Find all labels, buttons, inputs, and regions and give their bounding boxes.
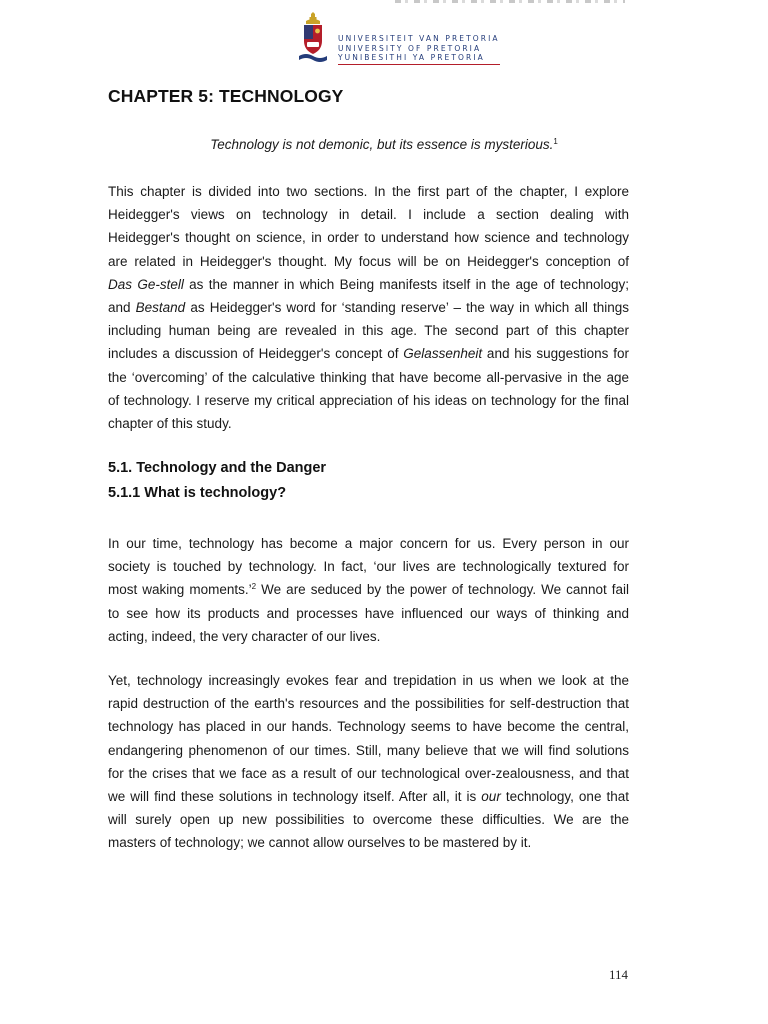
paragraph-line: [108, 785, 629, 808]
term-das-ge-stell: Das Ge-stell: [108, 276, 184, 292]
text-segment: are related in Heidegger's thought. My focus will be on Heidegger's conception of: [108, 253, 629, 269]
intro-line: [108, 180, 629, 203]
epigraph-text: Technology is not demonic, but its essence is mysterious.: [210, 137, 554, 152]
paragraph-line: [108, 578, 629, 601]
footnote-ref-2: 2: [251, 582, 257, 592]
text-segment: as the manner in which Being manifests itself in the age of technology;: [183, 276, 629, 292]
scan-artifact: [395, 0, 625, 3]
intro-line: [108, 203, 629, 226]
paragraph-line: masters of technology; we cannot allow ourselves to be mastered by it.: [108, 835, 532, 851]
header-underline: [338, 64, 500, 65]
intro-line: [108, 342, 629, 365]
section-heading-5-1: 5.1. Technology and the Danger: [108, 460, 327, 476]
term-gelassenheit: Gelassenheit: [403, 346, 483, 362]
epigraph: [0, 137, 768, 152]
text-segment: we will find these solutions in technology itself. After all, it is: [108, 789, 482, 805]
footnote-ref-1: 1: [553, 137, 558, 146]
paragraph-line: acting, indeed, the very character of our lives.: [108, 628, 381, 644]
page-number: 114: [609, 967, 629, 982]
term-bestand: Bestand: [135, 300, 186, 316]
paragraph-technology-concern: [108, 532, 629, 648]
paragraph-line: will surely open up new possibilities to overcome these difficulties. We are the: [108, 812, 629, 828]
text-segment: This chapter is divided into two sections. In the first part of the chapter, I explore: [108, 184, 629, 199]
paragraph-line: In our time, technology has become a major concern for us. Every person in our: [108, 536, 629, 551]
text-segment: as Heidegger's word for ‘standing reserve’ – the way in which all things: [185, 300, 630, 316]
intro-paragraph: [108, 180, 629, 435]
university-name-afrikaans: UNIVERSITEIT VAN PRETORIA: [338, 34, 500, 43]
text-segment: includes a discussion of Heidegger's concept of: [108, 346, 404, 362]
text-segment: and his suggestions for: [482, 346, 630, 362]
emphasis-our: our: [481, 789, 501, 805]
intro-line: [108, 296, 629, 319]
section-heading-5-1-1: 5.1.1 What is technology?: [108, 485, 287, 501]
paragraph-line: society is touched by technology. In fact, ‘our lives are technologically textured for: [108, 559, 629, 575]
intro-line: [108, 273, 629, 296]
paragraph-line: for the crises that we face as a result of our technological over-zealousness, and that: [108, 765, 629, 781]
chapter-title: CHAPTER 5: TECHNOLOGY: [108, 86, 344, 106]
intro-line: [108, 226, 629, 249]
text-segment: of technology. I reserve my critical appreciation of his ideas on technology for the final: [108, 392, 629, 408]
paragraph-line: endangering phenomenon of our times. Still, many believe that we will find solutions: [108, 742, 629, 758]
university-crest-icon: [296, 12, 330, 64]
university-name-english: UNIVERSITY OF PRETORIA: [338, 43, 482, 53]
intro-line: [108, 412, 629, 435]
paragraph-line: to see how its products and processes have influenced our ways of thinking and: [108, 605, 629, 621]
text-segment: most waking moments.’: [108, 582, 252, 598]
paragraph-line: Yet, technology increasingly evokes fear and trepidation in us when we look at the: [108, 673, 629, 688]
text-segment: technology, one that: [500, 789, 629, 805]
text-segment: We are seduced by the power of technology. We cannot fail: [256, 582, 630, 598]
university-logo: [296, 12, 500, 65]
text-segment: chapter of this study.: [108, 416, 232, 432]
intro-line: [108, 389, 629, 412]
text-segment: Heidegger's thought on science, in order to understand how science and technology: [108, 230, 629, 246]
text-segment: the ‘overcoming’ of the calculative thinking that have become all-pervasive in the age: [108, 369, 629, 385]
text-segment: and: [108, 300, 136, 316]
paragraph-line: technology has placed in our hands. Technology seems to have become the central,: [108, 719, 629, 735]
paragraph-line: rapid destruction of the earth's resources and the possibilities for self-destruction that: [108, 696, 629, 712]
paragraph-technology-fear: [108, 669, 629, 855]
university-name-sepedi: YUNIBESITHI YA PRETORIA: [338, 53, 485, 62]
text-segment: including human being are revealed in this age. The second part of this chapter: [108, 323, 629, 339]
intro-line: [108, 319, 629, 342]
intro-line: [108, 366, 629, 389]
text-segment: Heidegger's views on technology in detail. I include a section dealing with: [108, 207, 629, 223]
intro-line: [108, 250, 629, 273]
